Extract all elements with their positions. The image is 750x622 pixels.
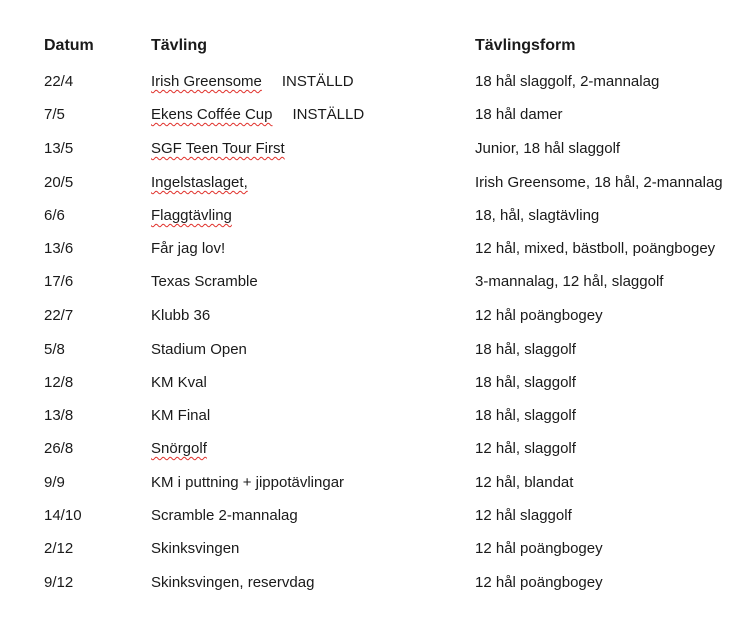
table-row <box>0 371 750 395</box>
row-date: 22/4 <box>44 73 74 90</box>
row-competition: SGF Teen Tour First <box>151 140 285 157</box>
row-date: 9/9 <box>44 474 65 491</box>
competition-name: Ekens Coffée Cup <box>151 106 273 123</box>
row-competition: Klubb 36 <box>151 307 211 324</box>
row-format: 12 hål, mixed, bästboll, poängbogey <box>475 240 716 257</box>
table-row <box>0 471 750 495</box>
row-format: 18 hål, slaggolf <box>475 374 576 391</box>
row-competition: Snörgolf <box>151 440 207 457</box>
row-date: 13/6 <box>44 240 74 257</box>
row-date: 20/5 <box>44 174 74 191</box>
table-row <box>0 437 750 461</box>
row-format: 12 hål, blandat <box>475 474 574 491</box>
header-tavling: Tävling <box>151 37 208 54</box>
table-row <box>0 70 750 94</box>
table-row <box>0 571 750 595</box>
competition-name: Irish Greensome <box>151 73 262 90</box>
header-datum: Datum <box>44 37 94 54</box>
row-competition: Skinksvingen, reservdag <box>151 574 315 591</box>
row-format: 18 hål, slaggolf <box>475 407 576 424</box>
row-format: 18, hål, slagtävling <box>475 207 600 224</box>
row-date: 26/8 <box>44 440 74 457</box>
table-row <box>0 404 750 428</box>
row-format: 12 hål poängbogey <box>475 307 603 324</box>
header-tavlingsform: Tävlingsform <box>475 37 576 54</box>
row-format: Junior, 18 hål slaggolf <box>475 140 621 157</box>
table-row <box>0 171 750 195</box>
row-competition <box>151 103 364 127</box>
row-date: 6/6 <box>44 207 65 224</box>
row-competition: Scramble 2-mannalag <box>151 507 298 524</box>
table-header-row <box>0 34 750 58</box>
row-date: 5/8 <box>44 341 65 358</box>
row-competition <box>151 70 354 94</box>
table-row <box>0 270 750 294</box>
table-row <box>0 338 750 362</box>
row-format: Irish Greensome, 18 hål, 2-mannalag <box>475 174 723 191</box>
row-competition: Texas Scramble <box>151 273 258 290</box>
table-row <box>0 537 750 561</box>
row-format: 18 hål slaggolf, 2-mannalag <box>475 73 660 90</box>
table-row <box>0 204 750 228</box>
row-date: 17/6 <box>44 273 74 290</box>
table-row <box>0 237 750 261</box>
table-row <box>0 137 750 161</box>
row-date: 14/10 <box>44 507 82 524</box>
row-format: 12 hål slaggolf <box>475 507 572 524</box>
cancelled-status: INSTÄLLD <box>281 73 354 90</box>
table-row <box>0 304 750 328</box>
row-format: 12 hål poängbogey <box>475 574 603 591</box>
cancelled-status: INSTÄLLD <box>292 106 365 123</box>
row-competition: KM Kval <box>151 374 207 391</box>
table-row <box>0 504 750 528</box>
row-date: 9/12 <box>44 574 74 591</box>
table-row <box>0 103 750 127</box>
row-date: 13/8 <box>44 407 74 424</box>
row-date: 2/12 <box>44 540 74 557</box>
row-competition: Får jag lov! <box>151 240 226 257</box>
row-format: 12 hål, slaggolf <box>475 440 576 457</box>
row-date: 12/8 <box>44 374 74 391</box>
row-competition: KM i puttning + jippotävlingar <box>151 474 345 491</box>
row-competition: Ingelstaslaget, <box>151 174 248 191</box>
row-format: 18 hål damer <box>475 106 563 123</box>
row-format: 3-mannalag, 12 hål, slaggolf <box>475 273 664 290</box>
row-competition: Skinksvingen <box>151 540 240 557</box>
row-competition: KM Final <box>151 407 211 424</box>
row-format: 18 hål, slaggolf <box>475 341 576 358</box>
row-date: 13/5 <box>44 140 74 157</box>
row-date: 7/5 <box>44 106 65 123</box>
row-format: 12 hål poängbogey <box>475 540 603 557</box>
row-competition: Stadium Open <box>151 341 247 358</box>
row-competition: Flaggtävling <box>151 207 232 224</box>
row-date: 22/7 <box>44 307 74 324</box>
